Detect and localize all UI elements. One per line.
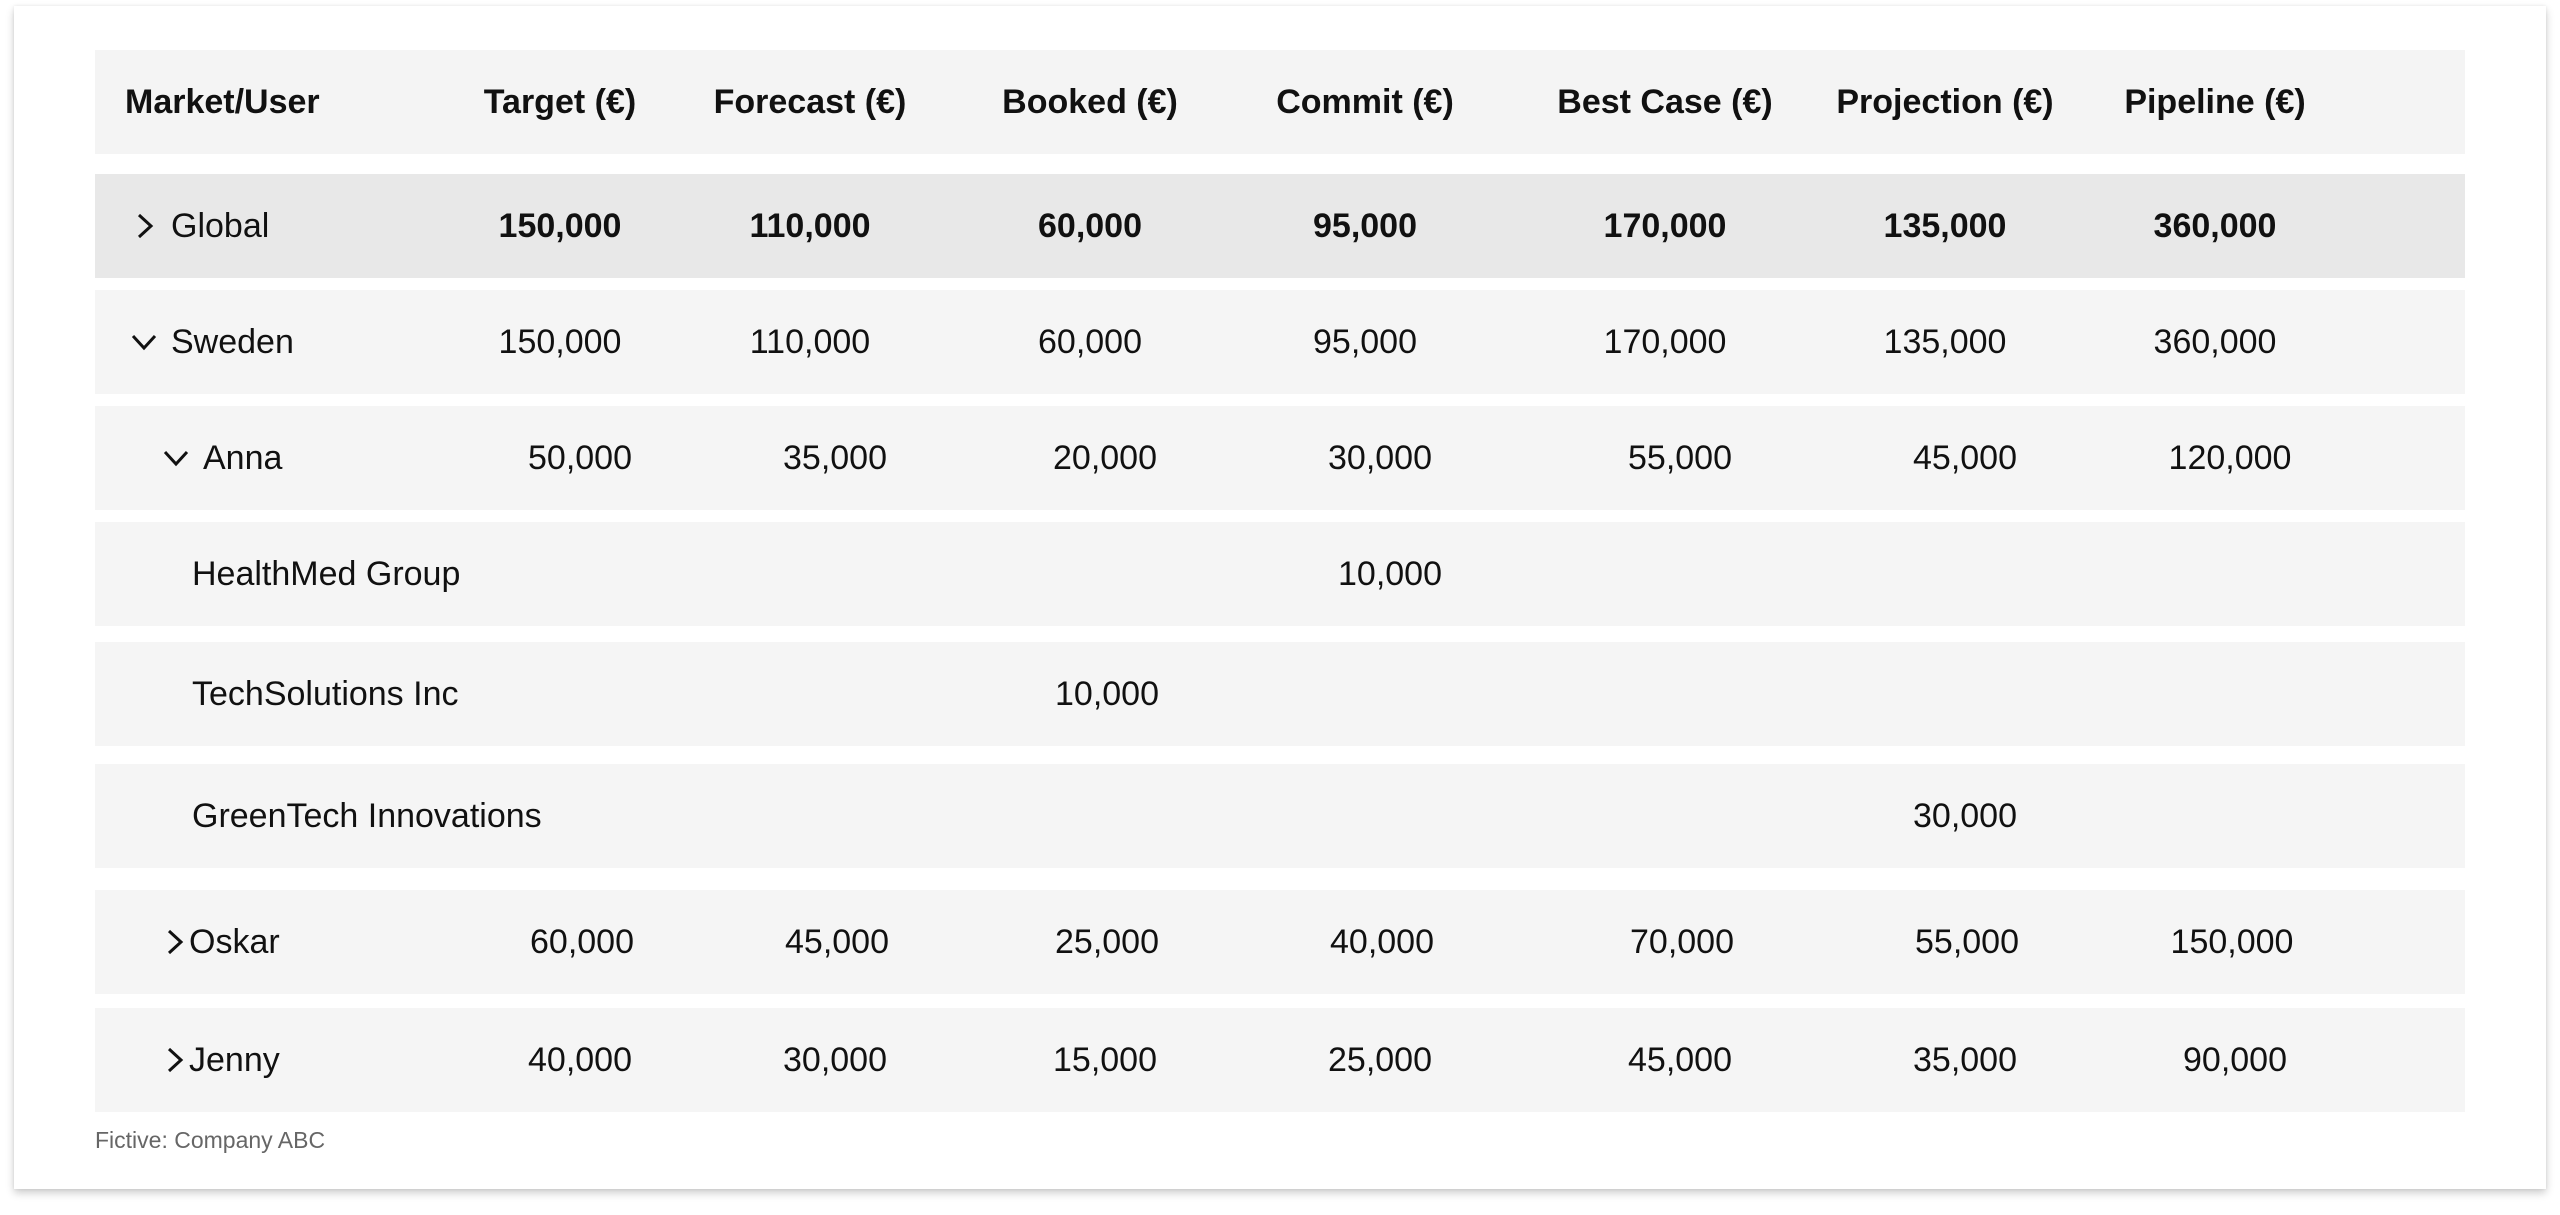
target-value xyxy=(450,642,670,746)
pipeline-value xyxy=(2105,522,2325,626)
chevron-right-icon[interactable] xyxy=(125,207,163,245)
table-row-jenny[interactable] xyxy=(95,1008,2465,1112)
best-case-value: 70,000 xyxy=(1630,922,1734,961)
booked-value xyxy=(980,764,1200,868)
pipeline-value xyxy=(2105,642,2325,746)
target-value: 40,000 xyxy=(528,1040,632,1079)
forecast-value: 35,000 xyxy=(783,438,887,477)
column-header-pipeline[interactable]: Pipeline (€) xyxy=(2124,82,2306,121)
column-header-market-user[interactable]: Market/User xyxy=(125,82,320,121)
column-header-commit[interactable]: Commit (€) xyxy=(1276,82,1454,121)
booked-value: 20,000 xyxy=(1053,438,1157,477)
row-label: TechSolutions Inc xyxy=(192,674,459,713)
footer-note: Fictive: Company ABC xyxy=(95,1127,326,1153)
row-label[interactable] xyxy=(125,174,269,278)
pipeline-value xyxy=(2105,764,2325,868)
table-row-global[interactable] xyxy=(95,174,2465,278)
forecast-value: 30,000 xyxy=(783,1040,887,1079)
table-row-oskar[interactable] xyxy=(95,890,2465,994)
table-row-techsolutions-inc[interactable] xyxy=(95,642,2465,746)
report-card xyxy=(14,6,2546,1189)
projection-value: 45,000 xyxy=(1913,438,2017,477)
best-case-value xyxy=(1555,522,1775,626)
forecast-value xyxy=(700,642,920,746)
chevron-down-icon[interactable] xyxy=(125,323,163,361)
best-case-value xyxy=(1555,642,1775,746)
target-value xyxy=(450,522,670,626)
best-case-value xyxy=(1555,764,1775,868)
target-value: 50,000 xyxy=(528,438,632,477)
forecast-value xyxy=(700,522,920,626)
row-label-text: Sweden xyxy=(171,322,294,361)
projection-value: 35,000 xyxy=(1913,1040,2017,1079)
forecast-value: 110,000 xyxy=(749,206,871,245)
projection-value: 135,000 xyxy=(1883,206,2007,245)
commit-value xyxy=(1255,642,1475,746)
best-case-value: 170,000 xyxy=(1603,322,1727,361)
table-row-sweden[interactable] xyxy=(95,290,2465,394)
projection-value xyxy=(1835,642,2055,746)
target-value: 150,000 xyxy=(498,206,622,245)
row-label[interactable] xyxy=(125,290,294,394)
chevron-right-icon[interactable] xyxy=(157,1041,183,1079)
commit-value: 30,000 xyxy=(1328,438,1432,477)
column-header-forecast[interactable]: Forecast (€) xyxy=(713,82,907,121)
pipeline-value: 120,000 xyxy=(2168,438,2292,477)
commit-value: 10,000 xyxy=(1338,554,1442,593)
best-case-value: 45,000 xyxy=(1628,1040,1732,1079)
table-header xyxy=(95,50,2465,154)
forecast-value xyxy=(700,764,920,868)
booked-value: 25,000 xyxy=(1055,922,1159,961)
pipeline-value: 150,000 xyxy=(2170,922,2294,961)
column-header-booked[interactable]: Booked (€) xyxy=(1002,82,1178,121)
booked-value: 10,000 xyxy=(1055,674,1159,713)
commit-value: 95,000 xyxy=(1313,206,1417,245)
column-header-best-case[interactable]: Best Case (€) xyxy=(1557,82,1773,121)
table-row-greentech-innovations[interactable] xyxy=(95,764,2465,868)
best-case-value: 170,000 xyxy=(1603,206,1727,245)
chevron-down-icon[interactable] xyxy=(157,439,195,477)
projection-value xyxy=(1835,522,2055,626)
row-label[interactable] xyxy=(157,406,282,510)
projection-value: 30,000 xyxy=(1913,796,2017,835)
pipeline-value: 360,000 xyxy=(2153,206,2277,245)
booked-value: 60,000 xyxy=(1038,206,1142,245)
column-header-target[interactable]: Target (€) xyxy=(483,82,637,121)
row-label[interactable] xyxy=(157,1008,280,1112)
row-label-text: Jenny xyxy=(189,1040,280,1079)
projection-value: 135,000 xyxy=(1883,322,2007,361)
commit-value: 95,000 xyxy=(1313,322,1417,361)
forecast-value: 45,000 xyxy=(785,922,889,961)
row-label: HealthMed Group xyxy=(192,554,461,593)
table-row-anna[interactable] xyxy=(95,406,2465,510)
table-row-healthmed-group[interactable] xyxy=(95,522,2465,626)
commit-value: 40,000 xyxy=(1330,922,1434,961)
column-header-projection[interactable]: Projection (€) xyxy=(1836,82,2054,121)
best-case-value: 55,000 xyxy=(1628,438,1732,477)
row-label: GreenTech Innovations xyxy=(192,796,542,835)
chevron-right-icon[interactable] xyxy=(157,923,183,961)
target-value xyxy=(450,764,670,868)
row-label-text: Global xyxy=(171,206,270,245)
row-label-text: Anna xyxy=(203,438,283,477)
commit-value xyxy=(1255,764,1475,868)
projection-value: 55,000 xyxy=(1915,922,2019,961)
commit-value: 25,000 xyxy=(1328,1040,1432,1079)
row-label-text: Oskar xyxy=(189,922,280,961)
pipeline-value: 90,000 xyxy=(2183,1040,2287,1079)
row-label[interactable] xyxy=(157,890,280,994)
booked-value: 15,000 xyxy=(1053,1040,1157,1079)
booked-value: 60,000 xyxy=(1038,322,1142,361)
target-value: 150,000 xyxy=(498,322,622,361)
booked-value xyxy=(980,522,1200,626)
pipeline-value: 360,000 xyxy=(2153,322,2277,361)
forecast-value: 110,000 xyxy=(749,322,871,361)
target-value: 60,000 xyxy=(530,922,634,961)
